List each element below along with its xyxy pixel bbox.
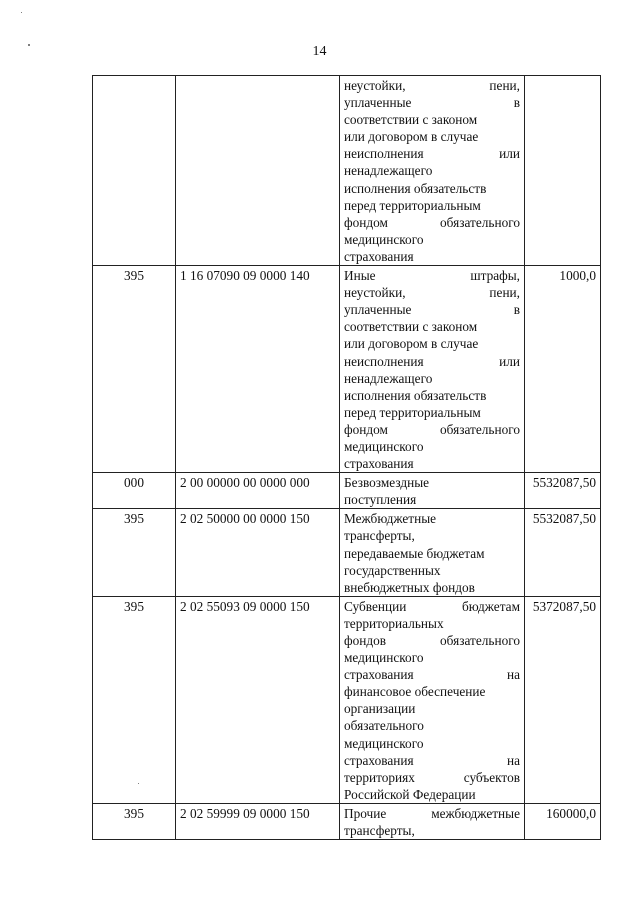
budget-table-body (93, 76, 601, 840)
revenue-name-cell (340, 596, 525, 803)
revenue-name-cell (340, 473, 525, 509)
revenue-name-line: страхования (344, 456, 414, 472)
scan-speck (21, 12, 22, 13)
classification-code-cell: 2 00 00000 00 0000 000 (176, 473, 340, 509)
revenue-name-line: соответствии с законом (344, 319, 478, 335)
revenue-name-line: перед территориальным (344, 197, 481, 213)
revenue-name-line: страхования (344, 248, 414, 264)
admin-code-cell: 395 (93, 803, 176, 839)
revenue-name-line: медицинского (344, 650, 424, 666)
revenue-name-line: трансферты, (344, 528, 415, 544)
admin-code-cell: 395 (93, 596, 176, 803)
revenue-name-line: перед территориальным (344, 404, 481, 420)
table-row (93, 76, 601, 266)
table-row (93, 803, 601, 839)
revenue-name-cell (340, 803, 525, 839)
page-number: 14 (312, 44, 327, 59)
revenue-name-line: медицинского (344, 735, 424, 751)
revenue-name-line: неустойки, пени, (344, 78, 520, 93)
revenue-name-line: или договором в случае (344, 336, 479, 352)
revenue-name-line: неисполнения или (344, 353, 520, 369)
revenue-name-cell (340, 509, 525, 596)
revenue-name-line: медицинского (344, 231, 424, 247)
budget-table (92, 75, 601, 840)
revenue-name-line: неустойки, пени, (344, 285, 520, 301)
revenue-name-line: или договором в случае (344, 129, 479, 145)
revenue-name-cell (340, 266, 525, 473)
classification-code-cell: 2 02 59999 09 0000 150 (176, 803, 340, 839)
revenue-name-line: уплаченные в (344, 95, 520, 111)
revenue-name-line: исполнения обязательств (344, 387, 487, 403)
revenue-name-line: страхования на (344, 752, 520, 768)
revenue-name-cell (340, 76, 525, 266)
revenue-name-line: соответствии с законом (344, 112, 478, 128)
classification-code-cell: 1 16 07090 09 0000 140 (176, 266, 340, 473)
amount-cell: 5532087,50 (525, 473, 601, 509)
revenue-name-line: исполнения обязательств (344, 180, 487, 196)
revenue-name-line: фондом обязательного (344, 421, 520, 437)
revenue-name-line: Безвозмездные (344, 475, 430, 491)
revenue-name-line: Иные штрафы, (344, 268, 520, 284)
amount-cell (525, 76, 601, 266)
revenue-name-line: фондом обязательного (344, 214, 520, 230)
revenue-name-line: обязательного (344, 718, 424, 734)
revenue-name-line: ненадлежащего (344, 370, 433, 386)
table-row (93, 473, 601, 509)
revenue-name-line: поступления (344, 492, 417, 508)
table-row (93, 509, 601, 596)
revenue-name-line: Прочие межбюджетные (344, 805, 520, 821)
revenue-name-line: финансовое обеспечение (344, 684, 486, 700)
revenue-name-line: передаваемые бюджетам (344, 545, 485, 561)
revenue-name-line: трансферты, (344, 823, 415, 839)
revenue-name-line: организации (344, 701, 416, 717)
revenue-name-line: неисполнения или (344, 146, 520, 162)
revenue-name-line: внебюджетных фондов (344, 579, 475, 595)
revenue-name-line: ненадлежащего (344, 163, 433, 179)
table-row (93, 596, 601, 803)
classification-code-cell: 2 02 50000 00 0000 150 (176, 509, 340, 596)
revenue-name-line: Межбюджетные (344, 511, 437, 527)
revenue-name-line: фондов обязательного (344, 633, 520, 648)
revenue-name-line: территориальных (344, 615, 444, 631)
admin-code-cell: 000 (93, 473, 176, 509)
revenue-name-line: территориях субъектов (344, 769, 520, 785)
revenue-name-line: медицинского (344, 438, 424, 454)
classification-code-cell (176, 76, 340, 266)
amount-cell: 5532087,50 (525, 509, 601, 596)
admin-code-cell: 395 (93, 509, 176, 596)
amount-cell: 5372087,50 (525, 596, 601, 803)
revenue-name-line: Российской Федерации (344, 786, 476, 802)
amount-cell: 160000,0 (525, 803, 601, 839)
revenue-name-line: Субвенции бюджетам (344, 598, 520, 614)
admin-code-cell: 395 (93, 266, 176, 473)
classification-code-cell: 2 02 55093 09 0000 150 (176, 596, 340, 803)
table-row (93, 266, 601, 473)
revenue-name-line: уплаченные в (344, 302, 520, 318)
revenue-name-line: страхования на (344, 667, 520, 683)
amount-cell: 1000,0 (525, 266, 601, 473)
revenue-name-line: государственных (344, 562, 441, 578)
scan-speck (28, 44, 30, 46)
admin-code-cell (93, 76, 176, 266)
